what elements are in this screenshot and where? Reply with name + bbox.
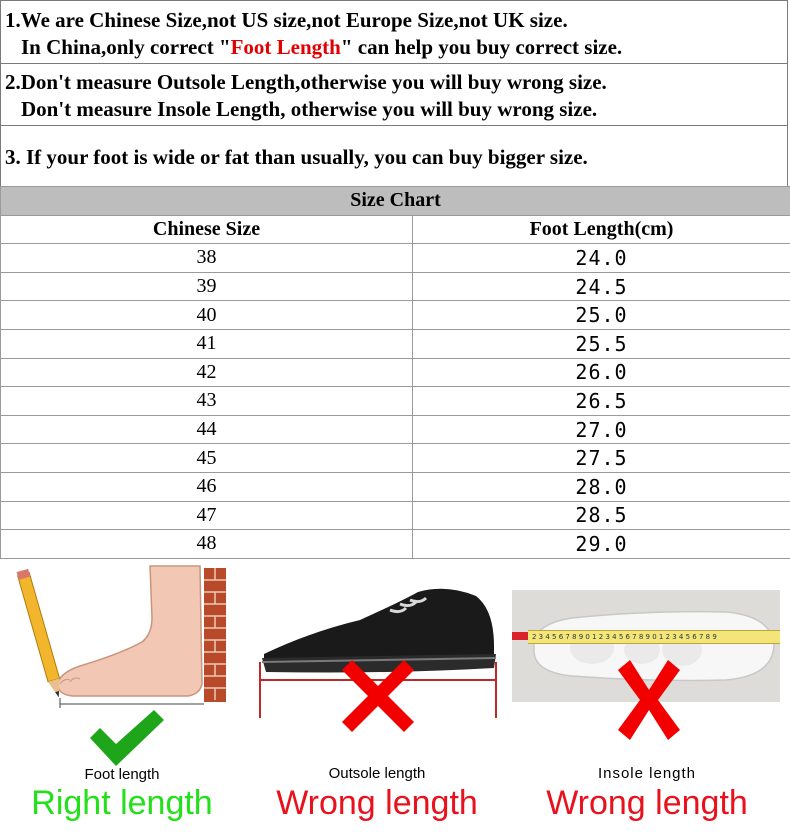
foot-length-cell: 24.0 [413,244,790,273]
cross-mark-icon [338,656,418,736]
brick-wall [204,568,226,702]
foot-length-cell: 29.0 [413,530,790,559]
size-row [1,444,790,473]
column-header-foot-length: Foot Length(cm) [413,215,790,244]
size-row [1,387,790,416]
foot-length-cell: 25.5 [413,329,790,358]
foot-length-cell: 24.5 [413,272,790,301]
size-rows [1,244,790,559]
check-mark-icon [88,708,168,768]
cross-mark-icon [616,658,682,742]
ruler-tape [528,630,780,644]
chinese-size-cell: 42 [1,358,413,387]
foot-measure-illustration [0,562,250,712]
right-length-label: Right length [31,784,213,822]
note-box-2 [0,63,788,126]
note-box-1 [0,0,788,64]
chinese-size-cell: 46 [1,472,413,501]
chinese-size-cell: 47 [1,501,413,530]
size-row [1,472,790,501]
chinese-size-cell: 48 [1,530,413,559]
size-row [1,415,790,444]
foot-length-cell: 26.5 [413,387,790,416]
chinese-size-cell: 43 [1,387,413,416]
foot-length-highlight: Foot Length [230,35,341,59]
chinese-size-cell: 39 [1,272,413,301]
note-1-line-2-pre: In China,only correct " [21,35,231,59]
chinese-size-cell: 40 [1,301,413,330]
size-row [1,244,790,273]
note-1-line-1: 1.We are Chinese Size,not US size,not Europe Size,not UK size. [5,8,568,32]
note-1-line-2-post: " can help you buy correct size. [340,35,623,59]
ruler-digits: 2 3 4 5 6 7 8 9 0 1 2 3 4 5 6 7 8 9 0 1 2 3 4 5 6 7 8 9 [532,633,717,641]
chinese-size-cell: 44 [1,415,413,444]
insole-wrong-length-label: Wrong length [546,784,748,822]
foot-length-cell: 28.0 [413,472,790,501]
chinese-size-cell: 38 [1,244,413,273]
column-header-chinese-size: Chinese Size [1,215,413,244]
foot-length-cell: 27.5 [413,444,790,473]
foot-shape [58,566,202,696]
foot-length-cell: 28.5 [413,501,790,530]
outsole-wrong-length-label: Wrong length [276,784,478,822]
pencil [17,569,65,699]
ruler-end-red [512,632,528,640]
size-row [1,530,790,559]
size-row [1,358,790,387]
size-row [1,501,790,530]
note-3-line-1: 3. If your foot is wide or fat than usually, you can buy bigger size. [5,145,588,169]
note-box-3 [0,125,788,187]
chinese-size-cell: 45 [1,444,413,473]
note-1-line-2 [21,35,622,59]
size-row [1,272,790,301]
size-chart-title: Size Chart [1,187,790,216]
foot-length-cell: 26.0 [413,358,790,387]
outsole-length-caption: Outsole length [328,765,426,782]
outsole-length-panel [250,562,504,838]
note-2-line-1: 2.Don't measure Outsole Length,otherwise you will buy wrong size. [5,70,607,94]
size-chart-table [0,186,790,559]
note-2-line-2: Don't measure Insole Length, otherwise you will buy wrong size. [21,97,598,121]
foot-length-cell: 27.0 [413,415,790,444]
insole-length-caption: Insole length [597,765,697,782]
chinese-size-cell: 41 [1,329,413,358]
size-row [1,301,790,330]
size-row [1,329,790,358]
insole-length-panel [504,562,790,838]
foot-length-cell: 25.0 [413,301,790,330]
foot-length-caption: Foot length [84,766,160,783]
foot-length-panel [0,562,250,838]
